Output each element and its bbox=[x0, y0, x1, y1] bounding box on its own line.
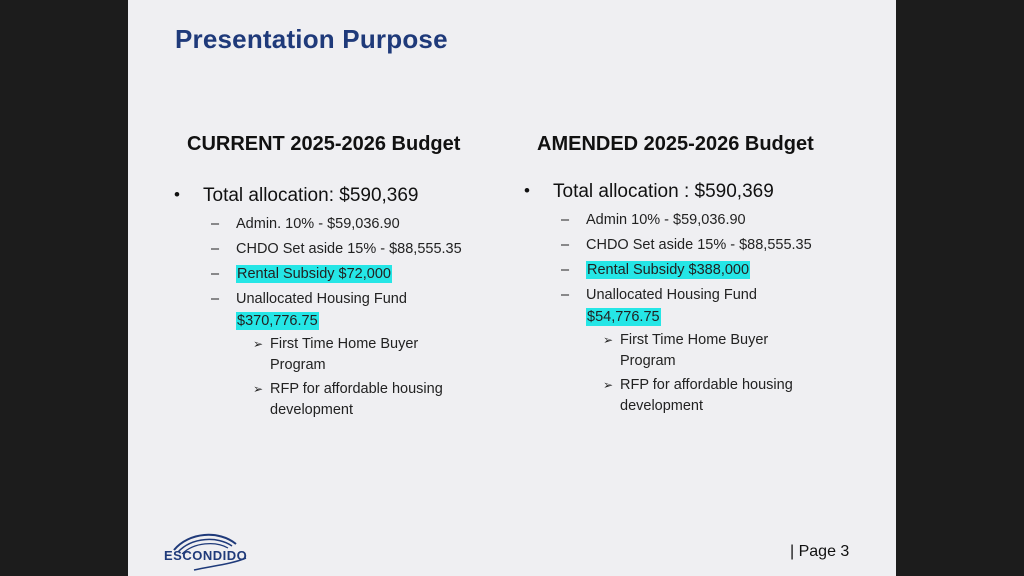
current-rental-item bbox=[174, 263, 504, 285]
dash-icon: – bbox=[561, 262, 570, 278]
logo-text: ESCONDIDO bbox=[164, 548, 248, 563]
current-program-2-text: RFP for affordable housing development bbox=[270, 381, 443, 418]
amended-program-1-text: First Time Home Buyer Program bbox=[620, 332, 769, 369]
current-program-list bbox=[236, 334, 504, 421]
amended-total-text: Total allocation : $590,369 bbox=[553, 181, 774, 202]
dash-icon: – bbox=[561, 212, 570, 228]
current-chdo-item bbox=[174, 238, 504, 260]
dash-icon: – bbox=[211, 291, 220, 307]
arrow-bullet-icon: ➢ bbox=[603, 378, 614, 392]
current-budget-heading: CURRENT 2025-2026 Budget bbox=[187, 133, 461, 155]
amended-sub-list bbox=[524, 209, 854, 417]
current-total-text: Total allocation: $590,369 bbox=[203, 185, 419, 206]
current-program-1-text: First Time Home Buyer Program bbox=[270, 336, 419, 373]
arrow-bullet-icon: ➢ bbox=[253, 382, 264, 396]
current-sub-list bbox=[174, 213, 504, 421]
current-program-item bbox=[236, 334, 470, 376]
dash-icon: – bbox=[211, 266, 220, 282]
amended-unallocated-value-highlight: $54,776.75 bbox=[587, 309, 660, 325]
amended-unallocated-label: Unallocated Housing Fund bbox=[586, 287, 757, 303]
amended-chdo-text: CHDO Set aside 15% - $88,555.35 bbox=[586, 237, 812, 253]
current-admin-item bbox=[174, 213, 504, 235]
amended-program-list bbox=[586, 330, 854, 417]
amended-program-2-text: RFP for affordable housing development bbox=[620, 377, 793, 414]
current-budget-column bbox=[174, 133, 504, 424]
dash-icon: – bbox=[211, 241, 220, 257]
amended-unallocated-item bbox=[524, 284, 854, 417]
amended-budget-column bbox=[524, 133, 854, 420]
page-number: | Page 3 bbox=[790, 543, 850, 560]
slide-title: Presentation Purpose bbox=[175, 24, 448, 54]
escondido-logo bbox=[164, 528, 254, 572]
amended-program-item bbox=[586, 375, 820, 417]
bullet-icon: • bbox=[524, 181, 530, 200]
current-total-allocation bbox=[174, 185, 504, 207]
amended-admin-text: Admin 10% - $59,036.90 bbox=[586, 212, 746, 228]
bullet-icon: • bbox=[174, 185, 180, 204]
amended-budget-heading: AMENDED 2025-2026 Budget bbox=[537, 133, 814, 155]
current-unallocated-item bbox=[174, 288, 504, 421]
amended-program-item bbox=[586, 330, 820, 372]
slide bbox=[128, 0, 896, 576]
current-unallocated-value-highlight: $370,776.75 bbox=[237, 313, 318, 329]
current-unallocated-label: Unallocated Housing Fund bbox=[236, 291, 407, 307]
amended-chdo-item bbox=[524, 234, 854, 256]
current-admin-text: Admin. 10% - $59,036.90 bbox=[236, 216, 400, 232]
dash-icon: – bbox=[561, 287, 570, 303]
dash-icon: – bbox=[211, 216, 220, 232]
arrow-bullet-icon: ➢ bbox=[603, 333, 614, 347]
amended-total-allocation bbox=[524, 181, 854, 203]
arrow-bullet-icon: ➢ bbox=[253, 337, 264, 351]
amended-rental-item bbox=[524, 259, 854, 281]
current-chdo-text: CHDO Set aside 15% - $88,555.35 bbox=[236, 241, 462, 257]
amended-admin-item bbox=[524, 209, 854, 231]
dash-icon: – bbox=[561, 237, 570, 253]
amended-rental-highlight: Rental Subsidy $388,000 bbox=[587, 262, 750, 278]
current-rental-highlight: Rental Subsidy $72,000 bbox=[237, 266, 391, 282]
current-program-item bbox=[236, 379, 470, 421]
